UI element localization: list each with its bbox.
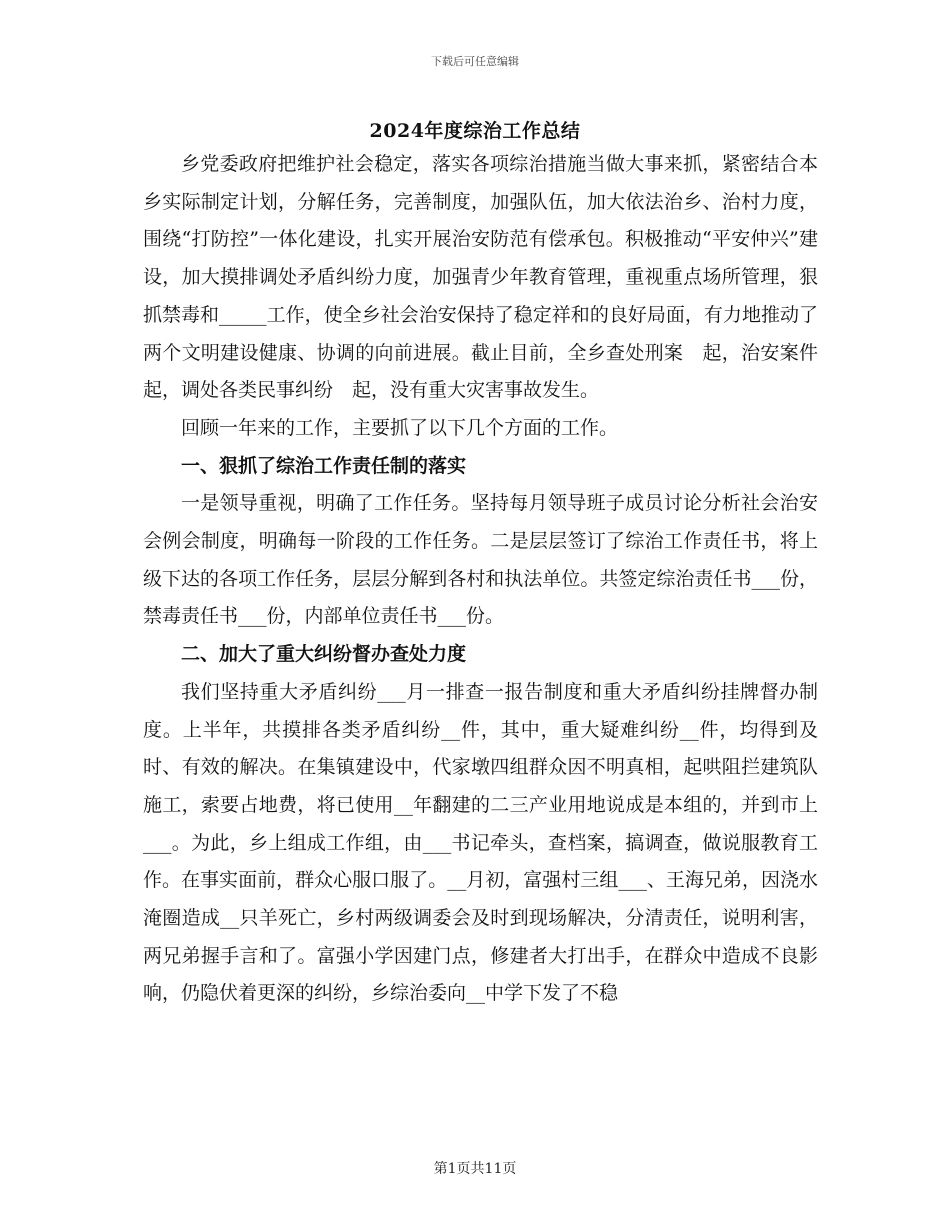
document-title: 2024年度综治工作总结 bbox=[369, 120, 581, 142]
section-heading-2: 二、加大了重大纠纷督办查处力度 bbox=[181, 643, 467, 666]
page-footer: 第1页共11页 bbox=[433, 1161, 517, 1177]
paragraph-section-1: 一是领导重视，明确了工作任务。坚持每月领导班子成员讨论分析社会治安会例会制度，明确每一阶段的工作任务。二是层层签订了综治工作责任书，将上级下达的各项工作任务，层层分解到各村和执法单位。共签定综治责任书___份，禁毒责任书___份，内部单位责任书___份。 bbox=[143, 492, 818, 628]
header-note: 下载后可任意编辑 bbox=[431, 55, 519, 68]
document-body bbox=[143, 146, 838, 1013]
paragraph-intro: 乡党委政府把维护社会稳定，落实各项综治措施当做大事来抓，紧密结合本乡实际制定计划，分解任务，完善制度，加强队伍，加大依法治乡、治村力度，围绕“打防控”一体化建设，扎实开展治安防范有偿承包。积极推动“平安仲兴”建设，加大摸排调处矛盾纠纷力度，加强青少年教育管理，重视重点场所管理，狠抓禁毒和_____工作，使全乡社会治安保持了稳定祥和的良好局面，有力地推动了两个文明建设健康、协调的向前进展。截止目前，全乡查处刑案 起，治安案件 起，调处各类民事纠纷 起，没有重大灾害事故发生。 bbox=[143, 153, 838, 402]
section-heading-1: 一、狠抓了综治工作责任制的落实 bbox=[181, 454, 467, 477]
paragraph-review: 回顾一年来的工作，主要抓了以下几个方面的工作。 bbox=[181, 416, 619, 439]
paragraph-section-2: 我们坚持重大矛盾纠纷___月一排查一报告制度和重大矛盾纠纷挂牌督办制度。上半年，共摸排各类矛盾纠纷__件，其中，重大疑难纠纷__件，均得到及时、有效的解决。在集镇建设中，代家墩四组群众因不明真相，起哄阻拦建筑队施工，索要占地费，将已使用__年翻建的二三产业用地说成是本组的，并到市上___。为此，乡上组成工作组，由___书记牵头，查档案，搞调查，做说服教育工作。在事实面前，群众心服口服了。__月初，富强村三组___、王海兄弟，因浇水淹圈造成__只羊死亡，乡村两级调委会及时到现场解决，分清责任，说明利害，两兄弟握手言和了。富强小学因建门点，修建者大打出手，在群众中造成不良影响，仍隐伏着更深的纠纷，乡综治委向__中学下发了不稳 bbox=[143, 680, 818, 1005]
